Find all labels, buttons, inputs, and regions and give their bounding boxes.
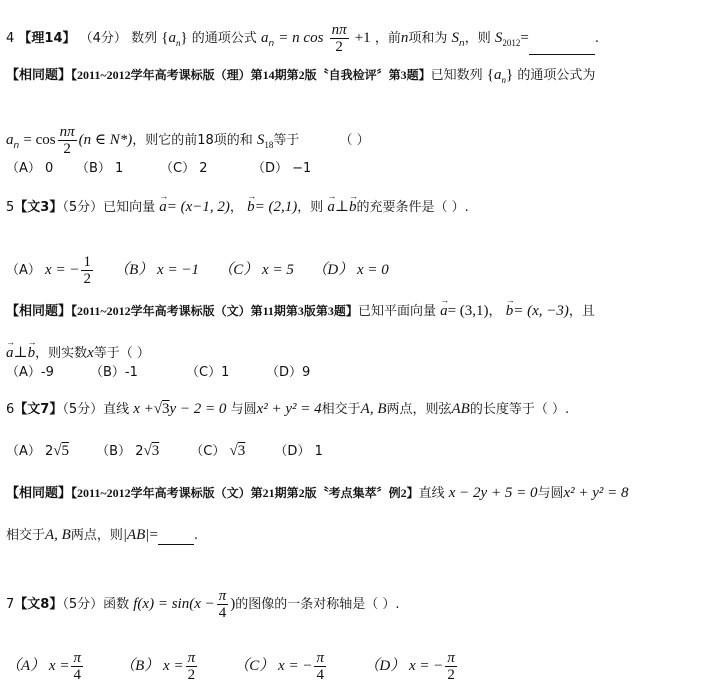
- q4-related-S-sub: 18: [264, 140, 274, 150]
- q7-option-c-label: （C） x = −: [234, 658, 313, 674]
- q6-related-circle-eq: x² + y² = 8: [563, 485, 629, 501]
- q4-related-eq: = cos: [23, 132, 56, 148]
- q4-eq: = n cos: [278, 30, 324, 46]
- q4-related-options: [6, 160, 311, 178]
- q5-vector-a: → a: [159, 198, 167, 216]
- q5-related-source: 【2011~2012学年高考课标版（文）第11期第3版第3题】: [71, 304, 358, 318]
- q6-text2: 与圆: [230, 402, 257, 417]
- q5-option-a-fraction: [81, 254, 93, 287]
- q6-points-AB: A, B: [360, 401, 387, 417]
- q7-option-c-den: 4: [316, 667, 324, 683]
- q4-an-sub: n: [268, 39, 275, 49]
- q4-related-text4: 等于: [273, 133, 300, 148]
- q7-frac-den: 4: [218, 605, 227, 621]
- q5-vector-b-value: = (2,1): [254, 199, 298, 215]
- q5-related-vector-b-value: = (x, −3): [513, 303, 569, 319]
- q7-close-paren: ): [230, 596, 236, 612]
- q4-text5: ，则: [464, 31, 491, 46]
- q4-text3: ，前: [374, 31, 401, 46]
- q7-text1: 函数: [103, 597, 130, 612]
- q6-related-tag: 【相同题】: [6, 486, 72, 501]
- q6-option-d[interactable]: （D） 1: [274, 444, 323, 459]
- q5-vector-b: → b: [247, 198, 255, 216]
- q4-frac-den: 2: [335, 39, 343, 55]
- q6-line-eq-pre: x +: [133, 401, 154, 417]
- q7-option-c[interactable]: [234, 650, 360, 683]
- q4-related-source: 【2011~2012学年高考课标版（理）第14期第2版〝自我检评〞第3题】: [71, 68, 431, 82]
- q4-related-paren: （ ）: [339, 133, 370, 148]
- q4-related-cond: (n ∈ N*): [78, 132, 133, 148]
- q5-related-vector-a: → a: [440, 302, 448, 320]
- q4-S2-sub: 2012: [502, 38, 521, 48]
- q4-S2: S: [494, 30, 503, 46]
- q5-option-a[interactable]: [6, 254, 110, 287]
- q6-related-answer-blank[interactable]: [158, 530, 194, 545]
- q6-options: [6, 442, 323, 461]
- q5-option-a-den: 2: [83, 271, 91, 287]
- q5-perp: ⊥: [334, 199, 349, 215]
- q5-options: [6, 254, 389, 287]
- q6-related-source: 【2011~2012学年高考课标版（文）第21期第2版〝考点集萃〞例2】: [71, 486, 419, 500]
- q4-seq: a: [168, 30, 176, 46]
- q6-line: [6, 400, 569, 419]
- q6-tag: 【文7】: [14, 402, 63, 417]
- q7-option-d-label: （D） x = −: [364, 658, 444, 674]
- q6-related-text3: 相交于: [6, 528, 46, 543]
- q6-text3: 相交于: [321, 402, 361, 417]
- q6-option-b-label: （B） 2: [96, 444, 144, 459]
- q4-related-an: a: [6, 132, 14, 148]
- q4-related-option-d[interactable]: （D） −1: [252, 161, 312, 176]
- q4-related-seq: a: [493, 67, 502, 83]
- q4-related-option-a[interactable]: （A） 0: [6, 161, 54, 176]
- q6-related-line2: [6, 526, 198, 545]
- q5-related-vector-a-2: → a: [6, 344, 14, 362]
- q4-eq2: =: [520, 30, 529, 46]
- q7-option-a[interactable]: [6, 650, 116, 683]
- q4-related-seq-sub: n: [501, 75, 506, 85]
- q4-line: 4 【理14】 （4分） 数列 $\{a_n\}$ 的通项公式 $a_n = n$ cos $\frac{n\pi}{2}$ +1 ，前n项和为 $S_n$，则 $S_{2012}=$ .: [6, 22, 599, 55]
- q6-option-b-radicand: 3: [151, 443, 160, 459]
- q4-tag: 【理14】: [18, 31, 76, 46]
- q5-related-option-b[interactable]: （B）-1: [90, 365, 138, 380]
- q4-text2: 的通项公式: [191, 31, 257, 46]
- q5-related-text2: ，且: [568, 304, 595, 319]
- q6-option-b[interactable]: （B） 2√3: [96, 443, 160, 459]
- q5-related-vector-a-value: = (3,1): [447, 303, 489, 319]
- q7-text2: 的图像的一条对称轴是（ ）.: [235, 597, 400, 612]
- q7-option-d-den: 2: [447, 667, 455, 683]
- q5-related-option-d[interactable]: （D）9: [266, 365, 311, 380]
- q5-option-b[interactable]: （B） x = −1: [114, 262, 199, 278]
- q5-related-option-c[interactable]: （C）1: [186, 365, 230, 380]
- q6-text5: 的长度等于（ ）.: [469, 402, 570, 417]
- q4-related-option-b[interactable]: （B） 1: [76, 161, 124, 176]
- q7-fraction: [217, 588, 229, 621]
- q7-option-a-den: 4: [73, 667, 81, 683]
- q6-option-c[interactable]: （C） √3: [190, 443, 246, 459]
- q6-text4: 两点，则弦: [386, 402, 452, 417]
- q7-option-d-num: π: [447, 650, 455, 666]
- q4-text: 数列: [131, 31, 158, 46]
- q6-points: （5分）: [62, 402, 104, 417]
- q4-points: （4分）: [79, 31, 127, 46]
- q7-option-a-label: （A） x =: [6, 658, 70, 674]
- q6-option-a-radicand: 5: [61, 443, 70, 459]
- q6-option-a-label: （A） 2: [6, 444, 54, 459]
- q5-points: （5分）: [62, 200, 104, 215]
- q6-related-eq: =: [149, 527, 158, 543]
- q5-related-vector-b: → b: [506, 302, 514, 320]
- q7-options: [6, 650, 459, 683]
- q5-related-text4: 等于（ ）: [93, 346, 150, 361]
- q7-function: f(x) = sin(x −: [133, 596, 215, 612]
- q6-related-points: A, B: [45, 527, 71, 543]
- q5-option-a-x: x = −: [45, 262, 80, 278]
- q5-sep: ，: [229, 200, 243, 215]
- q5-related-tag: 【相同题】: [6, 304, 72, 319]
- q4-plus: +1: [354, 30, 371, 46]
- q4-S-sub: n: [459, 39, 465, 49]
- q7-option-d[interactable]: [364, 650, 459, 683]
- q5-number: 5: [6, 200, 15, 215]
- q4-an: a: [260, 30, 269, 46]
- q6-chord-AB: AB: [451, 401, 470, 417]
- q6-related-text2: 与圆: [537, 486, 564, 501]
- q6-related-text1: 直线: [418, 486, 445, 501]
- q7-points: （5分）: [62, 597, 104, 612]
- q7-option-a-num: π: [73, 650, 81, 666]
- q7-number: 7: [6, 597, 15, 612]
- q5-related-line2: [6, 344, 150, 363]
- q4-related-text3: ，则它的前18项的和: [132, 133, 253, 148]
- q4-related-frac-den: 2: [63, 141, 71, 157]
- q4-related-tag: 【相同题】: [6, 68, 72, 83]
- q6-related-abs-AB: |AB|: [122, 527, 150, 543]
- q4-related-frac-num: nπ: [59, 124, 75, 140]
- q7-frac-num: π: [218, 588, 227, 604]
- q7-option-b[interactable]: [120, 650, 230, 683]
- q6-related-line1: [6, 484, 629, 503]
- q6-option-a[interactable]: （A） 2√5: [6, 443, 70, 459]
- q5-vector-b-2: → b: [349, 198, 357, 216]
- q4-answer-blank[interactable]: [529, 40, 595, 55]
- q6-number: 6: [6, 402, 15, 417]
- q5-related-sep: ，: [488, 304, 502, 319]
- q4-frac-num: nπ: [331, 22, 347, 38]
- q4-n: n: [400, 30, 409, 46]
- q5-tag: 【文3】: [14, 200, 63, 215]
- q4-text4: 项和为: [408, 31, 448, 46]
- q5-related-option-a[interactable]: （A）-9: [6, 365, 54, 380]
- q6-circle-eq: x² + y² = 4: [256, 401, 322, 417]
- q4-related-line1: 【相同题】【2011~2012学年高考课标版（理）第14期第2版〝自我检评〞第3题】已知数列 $\{a_n\}$ 的通项公式为: [6, 67, 596, 85]
- q4-related-text1: 已知数列: [430, 68, 483, 83]
- q4-fraction: [330, 22, 349, 55]
- q4-end: .: [594, 31, 599, 46]
- q4-related-line2: [6, 124, 370, 157]
- q5-related-x: x: [87, 345, 94, 361]
- q7-option-b-num: π: [187, 650, 196, 666]
- q5-line: [6, 198, 469, 217]
- q7-line: [6, 588, 400, 621]
- q7-option-b-den: 2: [187, 667, 196, 683]
- q5-option-a-label: （A）: [6, 263, 41, 278]
- q4-S: S: [451, 30, 459, 46]
- q4-number: 4: [6, 31, 15, 46]
- q5-text2: ，则: [297, 200, 324, 215]
- q5-vector-a-2: → a: [327, 198, 335, 216]
- q5-vector-a-value: = (x−1, 2): [166, 199, 230, 215]
- q4-related-fraction: [58, 124, 77, 157]
- q4-related-an-sub: n: [13, 141, 20, 151]
- q6-sqrt: √3: [153, 401, 170, 417]
- q5-related-perp: ⊥: [13, 345, 28, 361]
- q5-related-text1: 已知平面向量: [357, 304, 436, 319]
- q5-related-options: [6, 364, 310, 382]
- q5-related-vector-b-2: → b: [28, 344, 36, 362]
- q7-tag: 【文8】: [14, 597, 63, 612]
- q6-sqrt-value: 3: [162, 401, 170, 417]
- q6-option-c-radicand: 3: [237, 443, 246, 459]
- q5-option-a-num: 1: [83, 254, 91, 270]
- q5-text3: 的充要条件是（ ）.: [356, 200, 469, 215]
- q6-related-line-eq: x − 2y + 5 = 0: [448, 485, 538, 501]
- q5-related-line1: [6, 302, 595, 321]
- q5-text1: 已知向量: [103, 200, 156, 215]
- q4-seq-sub: n: [175, 38, 181, 48]
- q5-related-text3: ，则实数: [35, 346, 88, 361]
- q6-related-text4: 两点，则: [70, 528, 123, 543]
- q6-text1: 直线: [103, 402, 130, 417]
- q7-option-b-label: （B） x =: [120, 658, 184, 674]
- q4-related-text2: 的通项公式为: [517, 68, 596, 83]
- q6-related-end: .: [193, 528, 199, 543]
- q6-option-c-label: （C）: [190, 444, 226, 459]
- q4-related-option-c[interactable]: （C） 2: [160, 161, 208, 176]
- q6-line-eq-post: y − 2 = 0: [169, 401, 227, 417]
- q5-option-c[interactable]: （C） x = 5: [218, 262, 294, 278]
- q5-option-d[interactable]: （D） x = 0: [312, 262, 389, 278]
- q4-related-S: S: [256, 132, 265, 148]
- q7-option-c-num: π: [316, 650, 324, 666]
